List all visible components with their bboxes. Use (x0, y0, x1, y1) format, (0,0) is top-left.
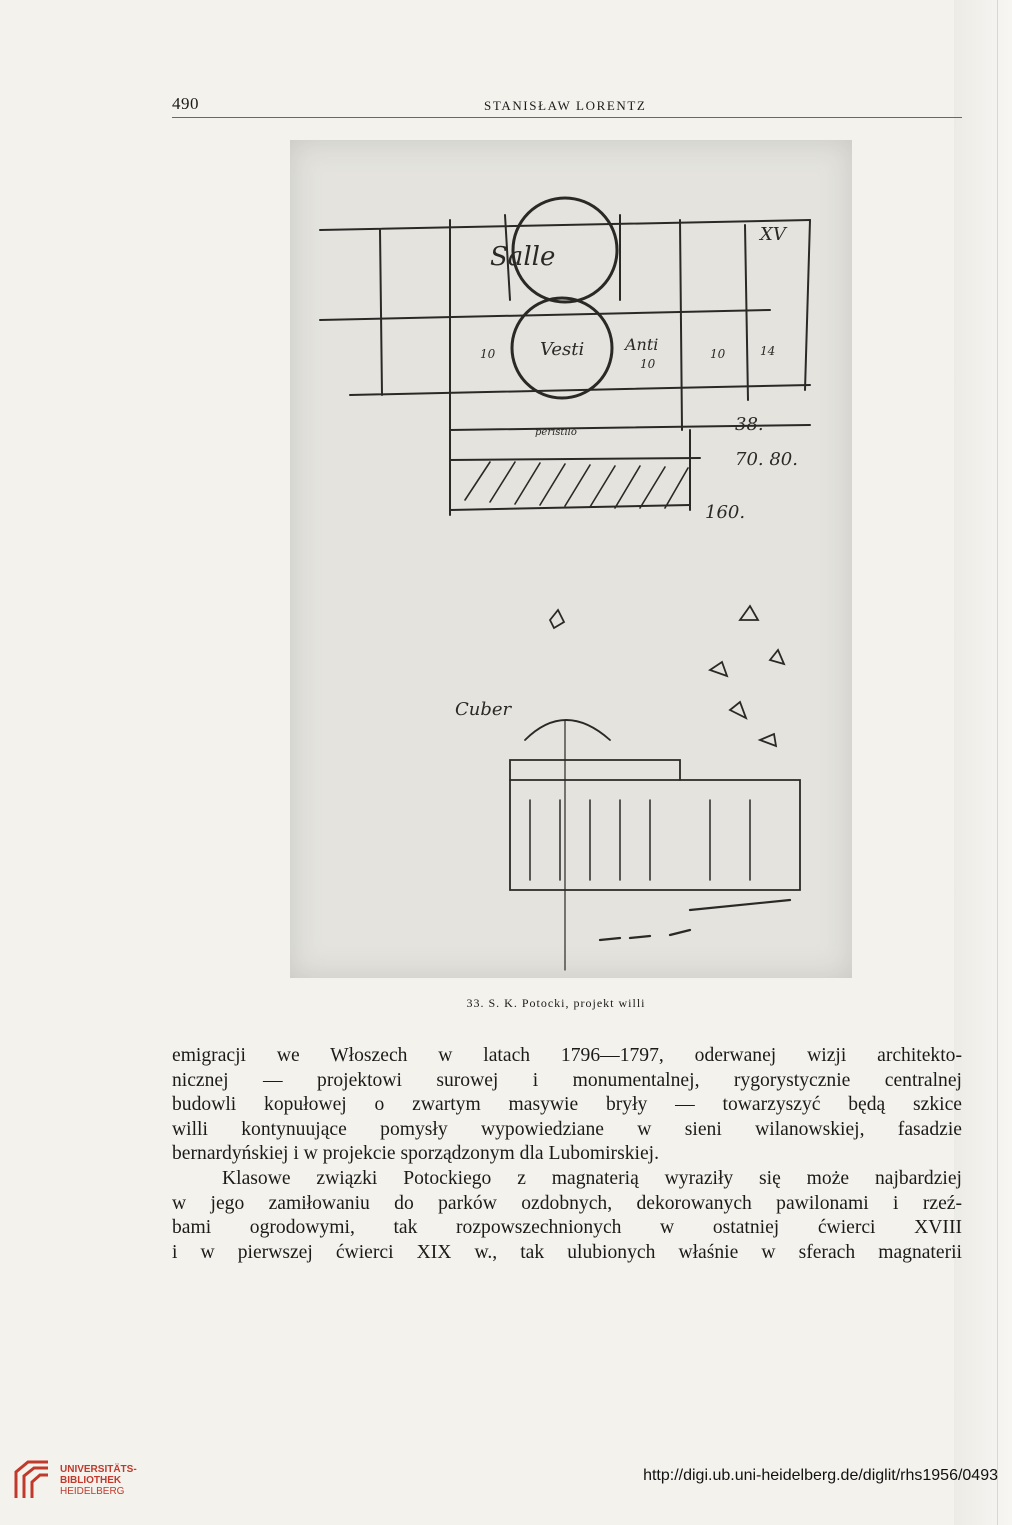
sketch-label-dim1: 38. (735, 414, 764, 435)
sketch-label-anti: Anti (625, 335, 659, 354)
sketch-label-sala: Salle (490, 242, 556, 272)
text-line: willi kontynuujące pomysły wypowiedziane w sieni wilanowskiej, fasadzie (172, 1118, 962, 1140)
logo-text (60, 1464, 137, 1497)
sketch-label-vesti: Vesti (540, 339, 585, 360)
running-title: STANISŁAW LORENTZ (484, 98, 647, 113)
header-rule (172, 117, 962, 118)
logo-line-2: BIBLIOTHEK (60, 1475, 122, 1486)
library-logo-icon (12, 1458, 52, 1502)
figure-caption: 33. S. K. Potocki, projekt willi (466, 996, 646, 1010)
sketch-label-left: Cuber (455, 699, 512, 720)
text-line: i w pierwszej ćwierci XIX w., tak ulubionych właśnie w sferach magnaterii (172, 1241, 962, 1263)
paragraph-2 (172, 1167, 962, 1265)
body-text (172, 1044, 962, 1265)
page-edge (954, 0, 1012, 1525)
sketch-label-n1: 10 (480, 347, 496, 361)
text-line: Klasowe związki Potockiego z magnaterią wyraziły się może najbardziej (222, 1167, 962, 1189)
sketch-label-n4: 14 (760, 344, 776, 358)
logo-line-3: HEIDELBERG (60, 1486, 125, 1497)
running-head (172, 90, 962, 118)
figure-villa-sketch (290, 140, 852, 978)
sketch-label-dim2: 70. 80. (735, 449, 798, 470)
sketch-label-n5: XV (760, 224, 786, 245)
text-line: nicznej — projektowi surowej i monumentalnej, rygorystycznie centralnej (172, 1069, 962, 1091)
sketch-label-peristilo: peristilo (535, 427, 577, 438)
library-logo[interactable] (12, 1458, 152, 1508)
text-line: w jego zamiłowaniu do parków ozdobnych, dekorowanych pawilonami i rzeź- (172, 1192, 962, 1214)
sketch-label-n3: 10 (710, 347, 726, 361)
logo-line-1: UNIVERSITÄTS- (60, 1464, 137, 1475)
villa-sketch-drawing (290, 140, 852, 978)
text-line: budowli kopułowej o zwartym masywie bryły — towarzyszyć będą szkice (172, 1094, 962, 1116)
page-number: 490 (172, 94, 199, 113)
paragraph-1 (172, 1044, 962, 1167)
sketch-label-dim3: 160. (705, 502, 746, 523)
text-line: emigracji we Włoszech w latach 1796—1797, oderwanej wizji architekto- (172, 1045, 962, 1066)
source-url-link[interactable]: http://digi.ub.uni-heidelberg.de/diglit/rhs1956/0493 (643, 1467, 998, 1484)
sketch-label-n2: 10 (640, 357, 656, 371)
page-edge-line (997, 0, 998, 1525)
text-line: bami ogrodowymi, tak rozpowszechnionych w ostatniej ćwierci XVIII (172, 1217, 962, 1239)
text-line: bernardyńskiej i w projekcie sporządzonym dla Lubomirskiej. (172, 1143, 659, 1165)
